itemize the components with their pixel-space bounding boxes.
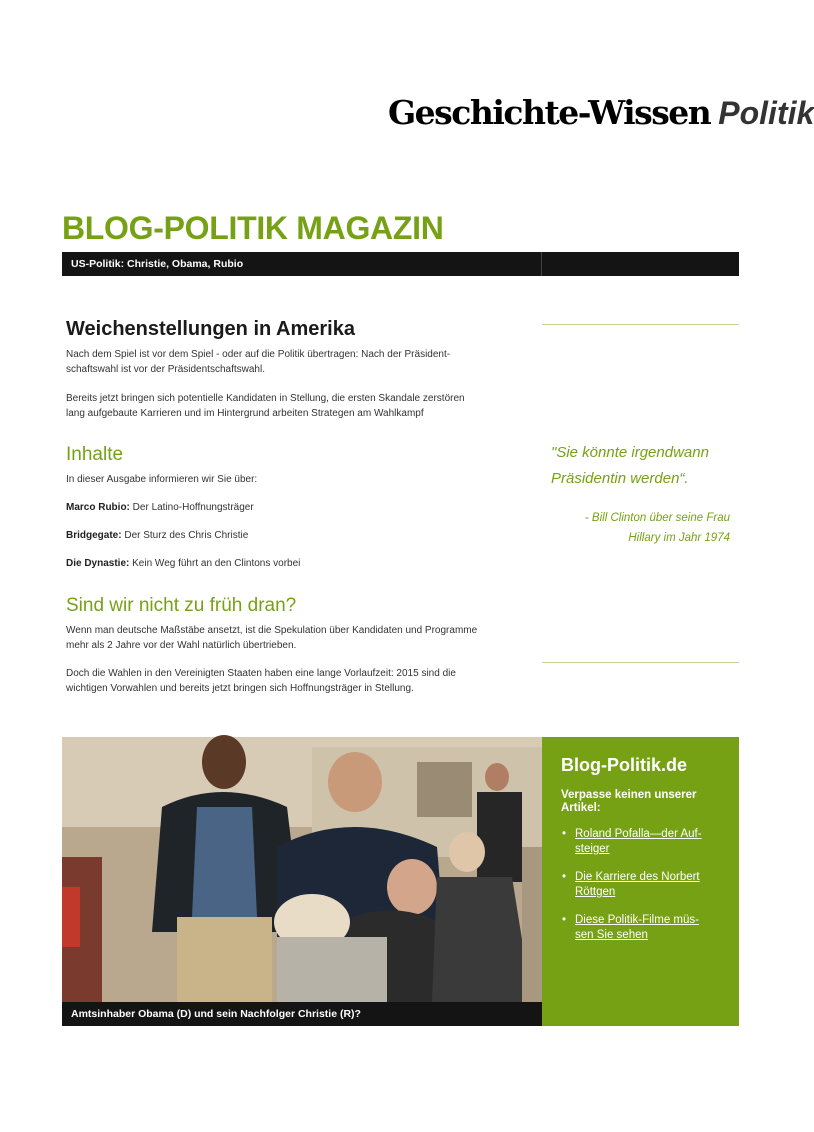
photo-caption-bar [62,1002,542,1026]
contents-item-text: Der Latino-Hoffnungsträger [132,502,254,513]
logo-main-text: Geschichte-Wissen [388,93,711,132]
pull-quote [551,440,731,492]
topic-bar-divider [541,252,542,276]
list-item [562,870,722,900]
logo-accent-text: Politik [718,95,814,131]
section-two-paragraph [66,623,516,653]
contents-item [66,500,516,515]
contents-item [66,556,516,571]
article-link-roettgen[interactable] [575,871,700,898]
quote-line: Präsidentin werden“. [551,470,689,487]
article-paragraph [66,347,516,377]
link-line: Die Karriere des Norbert [575,871,700,883]
link-line: steiger [575,843,610,855]
article-title: Weichenstellungen in Amerika [66,318,355,340]
magazine-title: BLOG-POLITIK MAGAZIN [62,210,444,246]
text-line: lang aufgebaute Karrieren und im Hintergrund arbeiten Strategen am Wahlkampf [66,408,424,419]
list-item [562,913,722,943]
contents-section [66,444,516,571]
contents-item-text: Der Sturz des Chris Christie [124,530,249,541]
text-line: wichtigen Vorwahlen und bereits jetzt bringen sich Hoffnungsträger in Stellung. [66,683,414,694]
newsletter-box-subtitle: Verpasse keinen unserer Artikel: [561,789,697,814]
text-line: Wenn man deutsche Maßstäbe ansetzt, ist die Spekulation über Kandidaten und Programme [66,625,478,636]
article-section [66,318,516,421]
topic-bar-label: US-Politik: Christie, Obama, Rubio [71,258,244,270]
news-photo [62,737,542,1002]
text-line: Bereits jetzt bringen sich potentielle Kandidaten in Stellung, die ersten Skandale zerstören [66,393,465,404]
contents-item-label: Marco Rubio: [66,502,130,513]
sidebar-rule-top [542,324,739,325]
article-link-list [562,827,722,956]
quote-source [542,508,730,548]
newsletter-box [542,737,739,1026]
newsletter-box-title: Blog-Politik.de [561,755,687,775]
article-link-pofalla[interactable] [575,828,702,855]
quote-line: "Sie könnte irgendwann [551,444,709,461]
contents-intro: In dieser Ausgabe informieren wir Sie über: [66,474,258,485]
article-link-filme[interactable] [575,914,699,941]
link-line: Roland Pofalla—der Auf- [575,828,702,840]
section-two-paragraph [66,666,516,696]
text-line: schaftswahl ist vor der Präsidentschaftswahl. [66,364,265,375]
quote-source-line: - Bill Clinton über seine Frau [584,512,730,524]
photo-caption: Amtsinhaber Obama (D) und sein Nachfolger Christie (R)? [71,1008,361,1020]
link-line: Diese Politik-Filme müs- [575,914,699,926]
contents-heading: Inhalte [66,444,124,465]
site-logo [388,93,814,135]
list-item [562,827,722,857]
sidebar-rule-bottom [542,662,739,663]
text-line: Nach dem Spiel ist vor dem Spiel - oder auf die Politik übertragen: Nach der Präsident- [66,349,451,360]
section-two [66,595,516,696]
text-line: mehr als 2 Jahre vor der Wahl natürlich übertrieben. [66,640,297,651]
contents-item-label: Die Dynastie: [66,558,130,569]
quote-source-line: Hillary im Jahr 1974 [628,532,730,544]
link-line: sen Sie sehen [575,929,648,941]
contents-item-label: Bridgegate: [66,530,122,541]
contents-item-text: Kein Weg führt an den Clintons vorbei [132,558,301,569]
contents-item [66,528,516,543]
topic-bar [62,252,739,276]
link-line: Röttgen [575,886,616,898]
article-paragraph [66,391,516,421]
photo-illustration [62,737,542,1002]
section-two-heading: Sind wir nicht zu früh dran? [66,595,297,616]
text-line: Doch die Wahlen in den Vereinigten Staaten haben eine lange Vorlaufzeit: 2015 sind die [66,668,456,679]
